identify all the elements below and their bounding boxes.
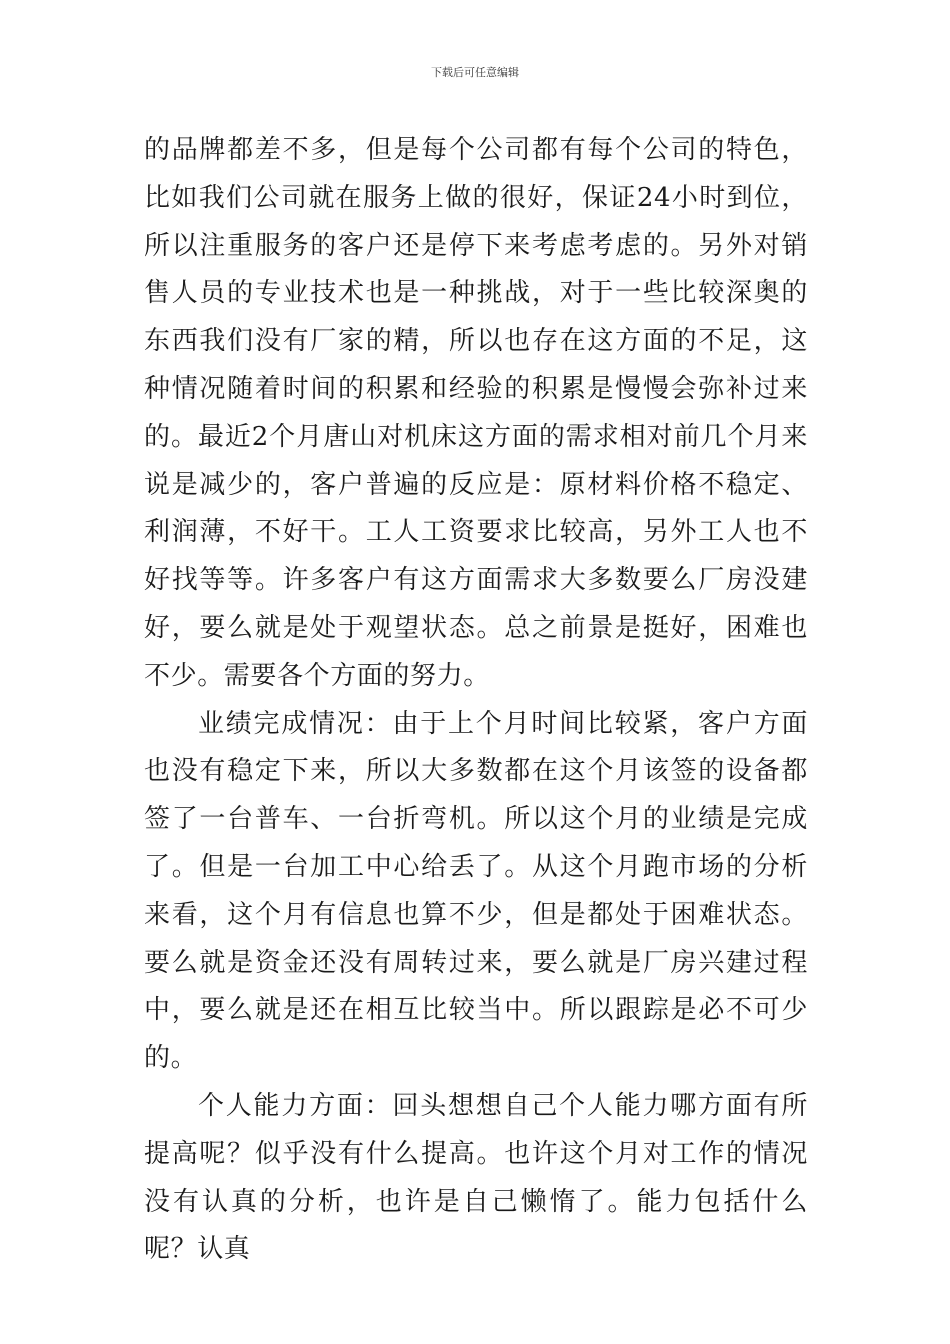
- paragraph-personal-ability: 个人能力方面：回头想想自己个人能力哪方面有所提高呢？似乎没有什么提高。也许这个月对工作的情况没有认真的分析，也许是自己懒惰了。能力包括什么呢？认真: [144, 1090, 808, 1265]
- paragraph-performance: 业绩完成情况：由于上个月时间比较紧，客户方面也没有稳定下来，所以大多数都在这个月该签的设备都签了一台普车、一台折弯机。所以这个月的业绩是完成了。但是一台加工中心给丢了。从这个月跑市场的分析来看，这个月有信息也算不少，但是都处于困难状态。要么就是资金还没有周转过来，要么就是厂房兴建过程中，要么就是还在相互比较当中。所以跟踪是必不可少的。: [144, 708, 808, 1074]
- document-body: [144, 127, 808, 1274]
- page-header: 下载后可任意编辑: [431, 66, 519, 79]
- paragraph-market-analysis: 的品牌都差不多，但是每个公司都有每个公司的特色，比如我们公司就在服务上做的很好，保证24小时到位，所以注重服务的客户还是停下来考虑考虑的。另外对销售人员的专业技术也是一种挑战，对于一些比较深奥的东西我们没有厂家的精，所以也存在这方面的不足，这种情况随着时间的积累和经验的积累是慢慢会弥补过来的。最近2个月唐山对机床这方面的需求相对前几个月来说是减少的，客户普遍的反应是：原材料价格不稳定、利润薄，不好干。工人工资要求比较高，另外工人也不好找等等。许多客户有这方面需求大多数要么厂房没建好，要么就是处于观望状态。总之前景是挺好，困难也不少。需要各个方面的努力。: [144, 135, 808, 691]
